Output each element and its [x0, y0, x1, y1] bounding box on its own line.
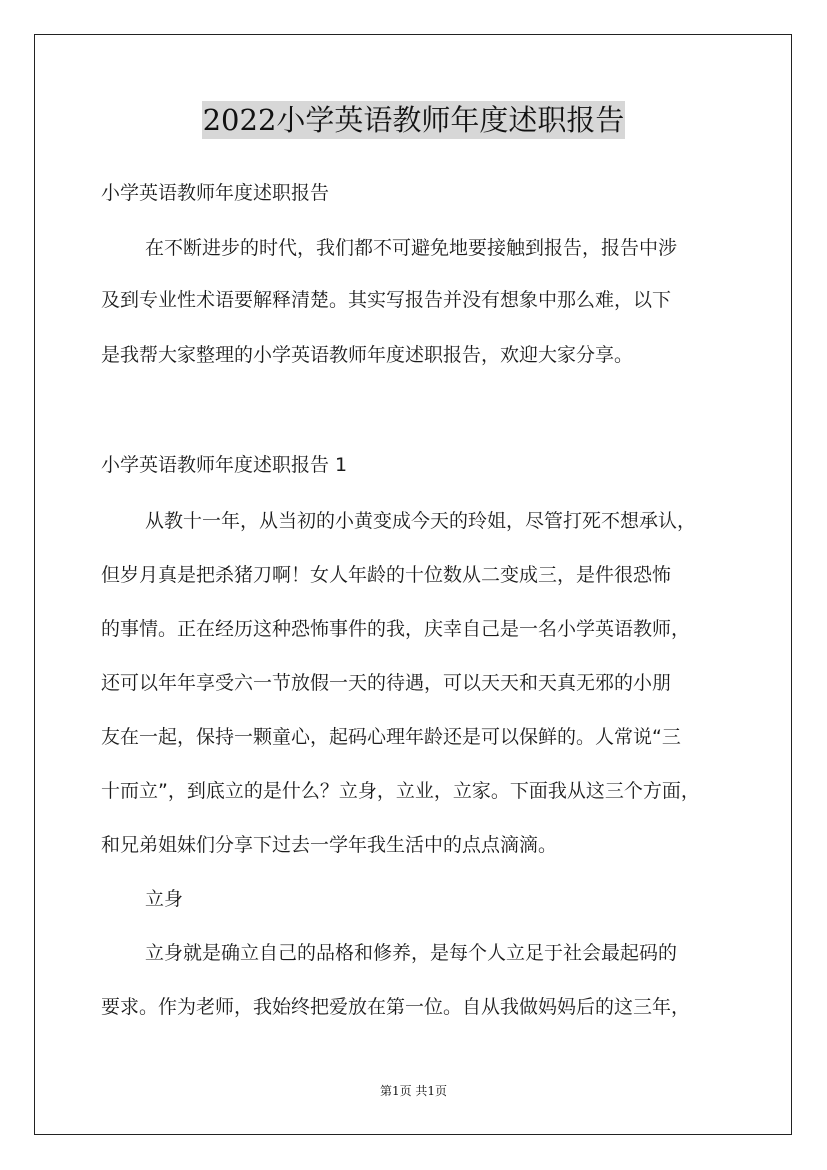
sub-line: 立身就是确立自己的品格和修养，是每个人立足于社会最起码的 — [145, 942, 678, 964]
document-title-text: 2022小学英语教师年度述职报告 — [202, 103, 625, 137]
document-title — [0, 98, 827, 142]
section-line: 从教十一年，从当初的小黄变成今天的玲姐，尽管打死不想承认， — [145, 510, 697, 532]
section-line: 友在一起，保持一颗童心，起码心理年龄还是可以保鲜的。人常说“三 — [101, 726, 681, 748]
section-line: 的事情。正在经历这种恐怖事件的我，庆幸自己是一名小学英语教师， — [101, 618, 691, 640]
sub-line: 要求。作为老师，我始终把爱放在第一位。自从我做妈妈后的这三年， — [101, 996, 691, 1018]
section-line: 但岁月真是把杀猪刀啊！女人年龄的十位数从二变成三，是件很恐怖 — [101, 564, 672, 586]
subtitle: 小学英语教师年度述职报告 — [101, 182, 330, 204]
intro-line: 在不断进步的时代，我们都不可避免地要接触到报告，报告中涉 — [145, 237, 678, 259]
section-title: 小学英语教师年度述职报告 1 — [101, 454, 348, 476]
section-line: 和兄弟姐妹们分享下过去一学年我生活中的点点滴滴。 — [101, 834, 558, 856]
section-line: 十而立”，到底立的是什么？立身，立业，立家。下面我从这三个方面， — [101, 780, 700, 802]
intro-line: 是我帮大家整理的小学英语教师年度述职报告，欢迎大家分享。 — [101, 344, 634, 366]
section-line: 还可以年年享受六一节放假一天的待遇，可以天天和天真无邪的小朋 — [101, 672, 672, 694]
intro-line: 及到专业性术语要解释清楚。其实写报告并没有想象中那么难，以下 — [101, 289, 672, 311]
subheading: 立身 — [145, 888, 184, 910]
page-footer: 第1页 共1页 — [379, 1084, 448, 1098]
